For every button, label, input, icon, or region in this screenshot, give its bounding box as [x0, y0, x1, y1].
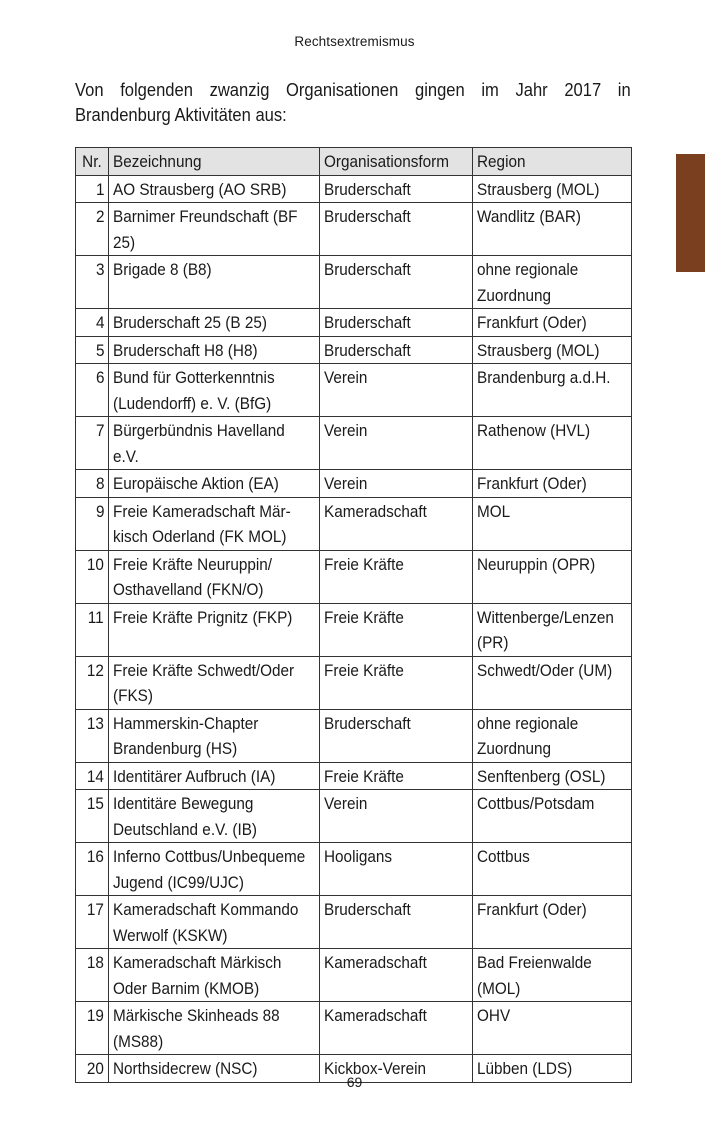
row-number: 13	[76, 709, 109, 762]
table-row	[76, 309, 632, 337]
organisation-form: Freie Kräfte	[320, 603, 473, 656]
organisation-region: Frankfurt (Oder)	[473, 896, 632, 949]
running-header: Rechtsextremismus	[294, 34, 415, 49]
organisation-name: Bund für Gotterkenntnis (Ludendorff) e. V. (BfG)	[109, 364, 320, 417]
organisation-region: Cottbus	[473, 843, 632, 896]
organisation-form: Bruderschaft	[320, 203, 473, 256]
table-row	[76, 336, 632, 364]
table-row	[76, 364, 632, 417]
row-number: 20	[76, 1055, 109, 1083]
organisation-form: Freie Kräfte	[320, 550, 473, 603]
organisation-name: Hammerskin-Chapter Brandenburg (HS)	[109, 709, 320, 762]
table-row	[76, 656, 632, 709]
organisation-form: Bruderschaft	[320, 709, 473, 762]
organisation-name: Identitäre Bewegung Deutschland e.V. (IB)	[109, 790, 320, 843]
organisation-region: Frankfurt (Oder)	[473, 470, 632, 498]
page-number: 69	[346, 1074, 363, 1090]
organisation-form: Bruderschaft	[320, 175, 473, 203]
column-header-organisationsform: Organisationsform	[320, 148, 473, 176]
table-row	[76, 550, 632, 603]
organisation-name: Bruderschaft H8 (H8)	[109, 336, 320, 364]
organisation-form: Freie Kräfte	[320, 762, 473, 790]
organisation-region: Brandenburg a.d.H.	[473, 364, 632, 417]
table-row	[76, 203, 632, 256]
row-number: 18	[76, 949, 109, 1002]
table-row	[76, 762, 632, 790]
row-number: 2	[76, 203, 109, 256]
organisation-name: Kameradschaft Kommando Werwolf (KSKW)	[109, 896, 320, 949]
table-row	[76, 256, 632, 309]
row-number: 19	[76, 1002, 109, 1055]
row-number: 10	[76, 550, 109, 603]
row-number: 3	[76, 256, 109, 309]
row-number: 1	[76, 175, 109, 203]
organisation-form: Bruderschaft	[320, 336, 473, 364]
organisation-form: Verein	[320, 790, 473, 843]
table-row	[76, 603, 632, 656]
table-row	[76, 1002, 632, 1055]
organisation-form: Kameradschaft	[320, 949, 473, 1002]
organisation-name: Barnimer Freundschaft (BF 25)	[109, 203, 320, 256]
organisation-name: Kameradschaft Märkisch Oder Barnim (KMOB)	[109, 949, 320, 1002]
organisation-form: Verein	[320, 364, 473, 417]
row-number: 8	[76, 470, 109, 498]
table-row	[76, 175, 632, 203]
organisation-region: Neuruppin (OPR)	[473, 550, 632, 603]
organisation-name: AO Strausberg (AO SRB)	[109, 175, 320, 203]
organisation-name: Europäische Aktion (EA)	[109, 470, 320, 498]
organisation-region: Bad Freienwalde (MOL)	[473, 949, 632, 1002]
organisation-name: Inferno Cottbus/Unbequeme Jugend (IC99/UJC)	[109, 843, 320, 896]
organisation-region: Lübben (LDS)	[473, 1055, 632, 1083]
organisation-form: Bruderschaft	[320, 256, 473, 309]
row-number: 6	[76, 364, 109, 417]
organisation-form: Verein	[320, 417, 473, 470]
organisation-name: Bruderschaft 25 (B 25)	[109, 309, 320, 337]
organisation-region: Strausberg (MOL)	[473, 336, 632, 364]
organisation-region: MOL	[473, 497, 632, 550]
organisation-name: Freie Kameradschaft Mär-kisch Oderland (FK MOL)	[109, 497, 320, 550]
organisation-name: Freie Kräfte Prignitz (FKP)	[109, 603, 320, 656]
organisation-form: Verein	[320, 470, 473, 498]
organisation-region: Wittenberge/Lenzen (PR)	[473, 603, 632, 656]
organisation-name: Bürgerbündnis Havelland e.V.	[109, 417, 320, 470]
organisation-region: Frankfurt (Oder)	[473, 309, 632, 337]
row-number: 12	[76, 656, 109, 709]
table-header-row	[76, 148, 632, 176]
organisation-region: Schwedt/Oder (UM)	[473, 656, 632, 709]
organisation-form: Kickbox-Verein	[320, 1055, 473, 1083]
column-header-bezeichnung: Bezeichnung	[109, 148, 320, 176]
table-row	[76, 470, 632, 498]
organisation-form: Bruderschaft	[320, 309, 473, 337]
row-number: 9	[76, 497, 109, 550]
organisation-region: Wandlitz (BAR)	[473, 203, 632, 256]
organisation-name: Freie Kräfte Neuruppin/ Osthavelland (FKN/O)	[109, 550, 320, 603]
table-row	[76, 843, 632, 896]
organisations-table	[75, 147, 632, 1083]
organisation-region: OHV	[473, 1002, 632, 1055]
organisation-name: Märkische Skinheads 88 (MS88)	[109, 1002, 320, 1055]
row-number: 4	[76, 309, 109, 337]
column-header-nr: Nr.	[76, 148, 109, 176]
row-number: 15	[76, 790, 109, 843]
intro-paragraph: Von folgenden zwanzig Organisationen gingen im Jahr 2017 in Brandenburg Aktivitäten aus:	[75, 80, 631, 125]
row-number: 7	[76, 417, 109, 470]
organisation-name: Freie Kräfte Schwedt/Oder (FKS)	[109, 656, 320, 709]
column-header-region: Region	[473, 148, 632, 176]
organisation-form: Freie Kräfte	[320, 656, 473, 709]
organisation-form: Bruderschaft	[320, 896, 473, 949]
organisation-name: Identitärer Aufbruch (IA)	[109, 762, 320, 790]
organisation-form: Kameradschaft	[320, 1002, 473, 1055]
row-number: 16	[76, 843, 109, 896]
chapter-thumb-tab	[676, 154, 705, 272]
row-number: 17	[76, 896, 109, 949]
table-row	[76, 896, 632, 949]
row-number: 14	[76, 762, 109, 790]
organisation-region: Cottbus/Potsdam	[473, 790, 632, 843]
organisation-region: Strausberg (MOL)	[473, 175, 632, 203]
table-row	[76, 790, 632, 843]
table-row	[76, 497, 632, 550]
organisation-name: Northsidecrew (NSC)	[109, 1055, 320, 1083]
organisation-form: Hooligans	[320, 843, 473, 896]
table-row	[76, 417, 632, 470]
organisation-region: Rathenow (HVL)	[473, 417, 632, 470]
organisation-region: ohne regionale Zuordnung	[473, 256, 632, 309]
row-number: 11	[76, 603, 109, 656]
organisation-region: ohne regionale Zuordnung	[473, 709, 632, 762]
table-row	[76, 709, 632, 762]
row-number: 5	[76, 336, 109, 364]
table-row	[76, 949, 632, 1002]
organisation-region: Senftenberg (OSL)	[473, 762, 632, 790]
organisation-name: Brigade 8 (B8)	[109, 256, 320, 309]
organisation-form: Kameradschaft	[320, 497, 473, 550]
